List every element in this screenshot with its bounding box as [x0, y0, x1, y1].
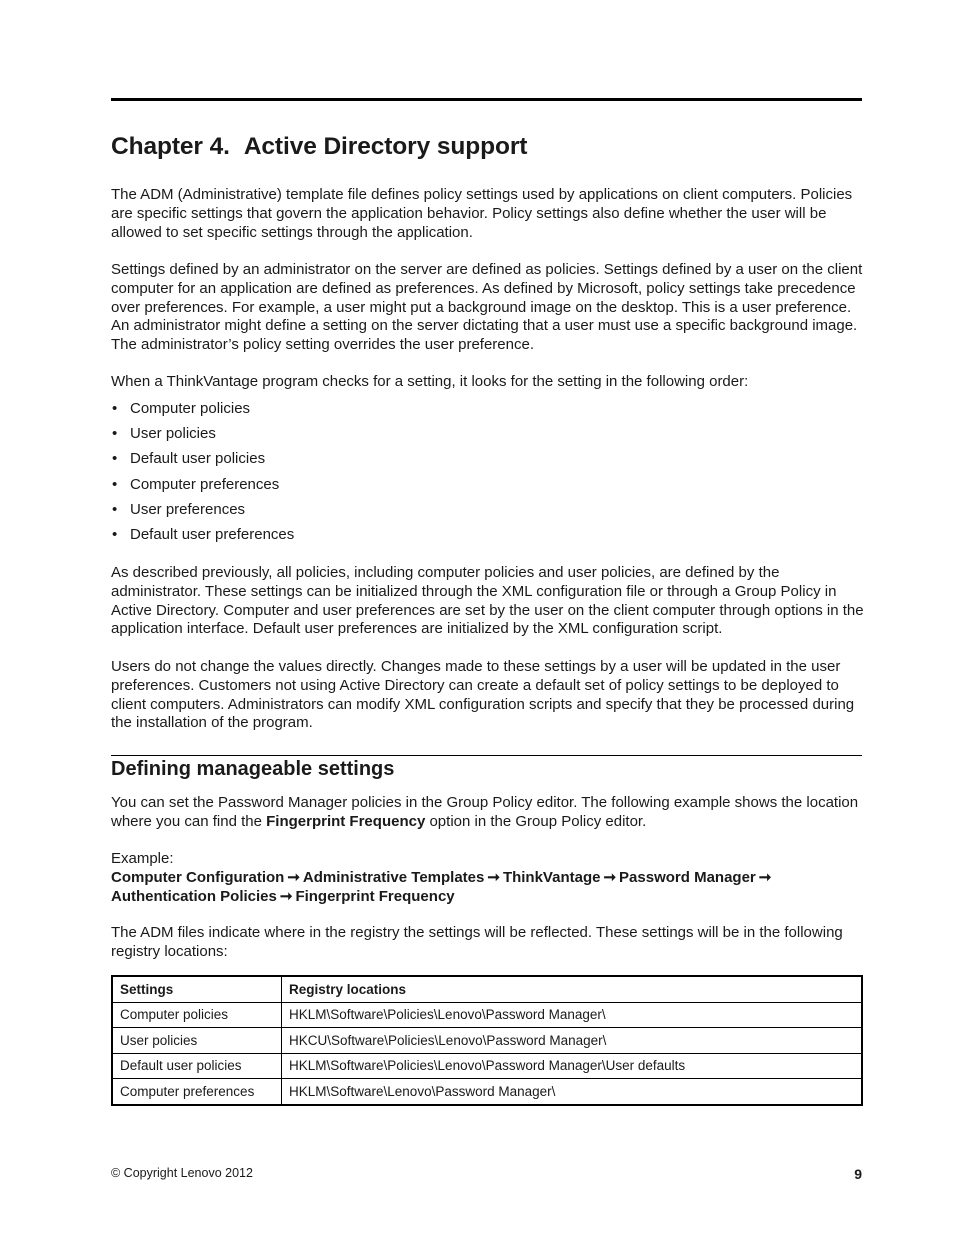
- registry-table: [111, 975, 863, 1106]
- example-label: Example:: [111, 850, 174, 867]
- section-paragraph-1: [111, 794, 871, 832]
- intro-paragraph-1: The ADM (Administrative) template file defines policy settings used by applications on client computers. Policies are specific settings that govern the application behavior. Policy settings also define whether the user will be allowed to set specific settings through the application.: [111, 186, 853, 241]
- list-item: • User policies: [111, 425, 294, 450]
- list-item: • Computer policies: [111, 400, 294, 425]
- page-number: 9: [854, 1166, 862, 1182]
- table-cell: User policies: [112, 1028, 282, 1054]
- arrow-icon: ➞: [279, 887, 293, 905]
- table-cell: Computer preferences: [112, 1079, 282, 1105]
- text-run: option in the Group Policy editor.: [425, 812, 647, 830]
- list-item: • Default user preferences: [111, 526, 294, 551]
- table-cell: HKCU\Software\Policies\Lenovo\Password Manager\: [282, 1028, 863, 1054]
- section-rule: [111, 755, 862, 756]
- section-paragraph-2: The ADM files indicate where in the registry the settings will be reflected. These settings will be in the following registry locations:: [111, 924, 843, 960]
- table-row: [112, 1028, 862, 1054]
- chapter-title: [111, 133, 527, 161]
- path-step: Administrative Templates: [302, 868, 485, 886]
- copyright-notice: © Copyright Lenovo 2012: [111, 1166, 253, 1180]
- path-step: Authentication Policies: [111, 887, 277, 905]
- table-row: [112, 1053, 862, 1079]
- table-cell: HKLM\Software\Lenovo\Password Manager\: [282, 1079, 863, 1105]
- setting-order-list: [111, 400, 294, 551]
- path-step: Password Manager: [619, 868, 756, 886]
- list-item: • Computer preferences: [111, 476, 294, 501]
- arrow-icon: ➞: [487, 868, 500, 886]
- bold-term: Fingerprint Frequency: [266, 812, 426, 830]
- table-cell: HKLM\Software\Policies\Lenovo\Password Manager\: [282, 1002, 863, 1028]
- path-step: ThinkVantage: [502, 868, 601, 886]
- chapter-top-rule: [111, 98, 862, 101]
- arrow-icon: ➞: [758, 868, 772, 886]
- path-step: Fingerprint Frequency: [295, 887, 455, 905]
- table-row: [112, 1002, 862, 1028]
- table-header: Registry locations: [282, 976, 863, 1002]
- table-cell: HKLM\Software\Policies\Lenovo\Password Manager\User defaults: [282, 1053, 863, 1079]
- text-run: You can set the Password Manager policies in the Group Policy editor. The following example shows the location where you can find the: [111, 794, 859, 830]
- intro-paragraph-2: Settings defined by an administrator on the server are defined as policies. Settings defined by a user on the client computer for an application are defined as preferences. As defined by Microsoft, policy settings take precedence over preferences. For example, a user might put a background image on the desktop. This is a user preference. An administrator might define a setting on the server dictating that a user must use a specific background image. The administrator’s policy setting overrides the user preference.: [111, 261, 863, 354]
- table-header-row: [112, 976, 862, 1002]
- intro-paragraph-5: Users do not change the values directly. Changes made to these settings by a user will be updated in the user preferences. Customers not using Active Directory can create a default set of policy settings to be deployed to client computers. Administrators can modify XML configuration scripts and specify that they be processed during the installation of the program.: [111, 658, 855, 732]
- table-cell: Computer policies: [112, 1002, 282, 1028]
- table-header: Settings: [112, 976, 282, 1002]
- arrow-icon: ➞: [603, 868, 617, 886]
- example-block: [111, 850, 871, 906]
- section-title: Defining manageable settings: [111, 758, 395, 780]
- intro-paragraph-4: As described previously, all policies, including computer policies and user policies, are defined by the administrator. These settings can be initialized through the XML configuration file or through a Group Policy in Active Directory. Computer and user preferences are set by the user on the client computer through options in the application interface. Default user preferences are initialized by the XML configuration script.: [111, 564, 864, 638]
- arrow-icon: ➞: [287, 868, 300, 886]
- chapter-number: Chapter 4.: [111, 133, 230, 160]
- table-row: [112, 1079, 862, 1105]
- intro-paragraph-3: When a ThinkVantage program checks for a setting, it looks for the setting in the following order:: [111, 373, 749, 390]
- path-step: Computer Configuration: [111, 868, 285, 886]
- chapter-heading-text: Active Directory support: [243, 133, 528, 160]
- table-cell: Default user policies: [112, 1053, 282, 1079]
- list-item: • Default user policies: [111, 450, 294, 475]
- list-item: • User preferences: [111, 501, 294, 526]
